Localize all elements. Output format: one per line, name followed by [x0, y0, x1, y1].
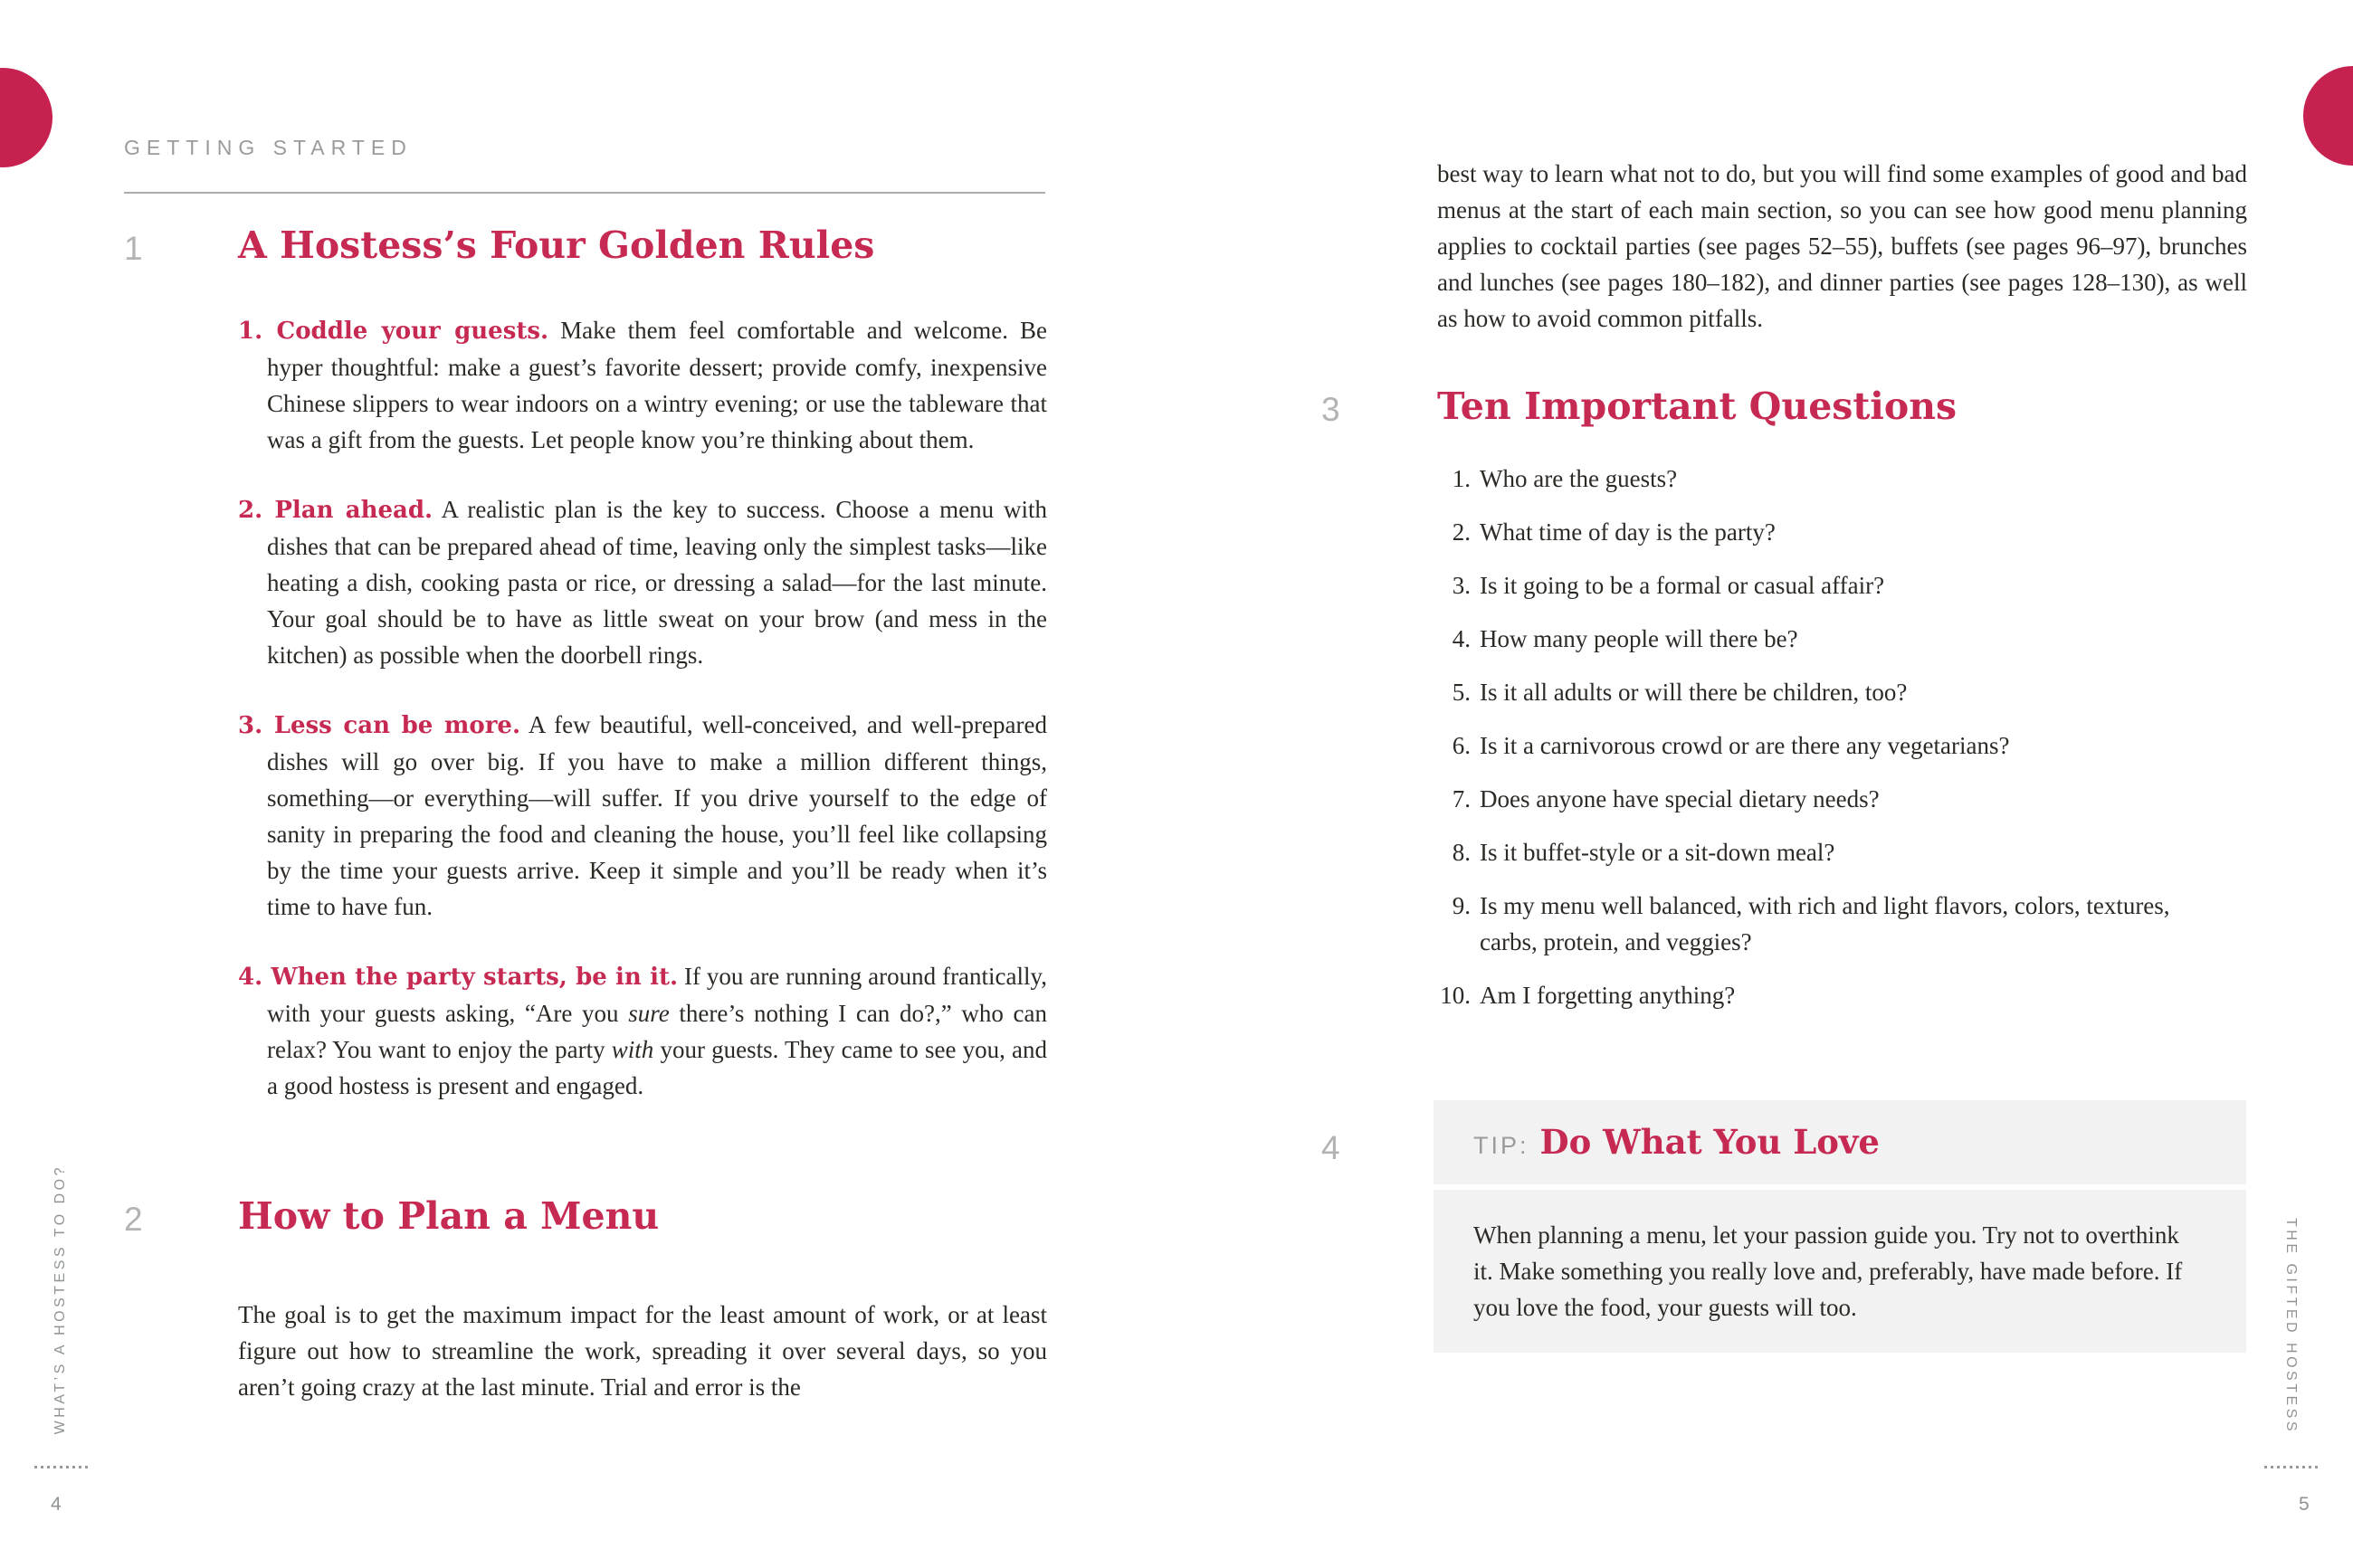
spine-label-left: WHAT’S A HOSTESS TO DO?: [52, 1164, 68, 1434]
section-number-4: 4: [1321, 1129, 1340, 1166]
question-number: 6.: [1452, 732, 1471, 759]
rule-lead: 2. Plan ahead.: [238, 497, 433, 524]
spine-label-right: THE GIFTED HOSTESS: [2283, 1217, 2299, 1434]
question-item-1: [1427, 461, 2224, 497]
corner-circle-ornament-right: [2303, 66, 2353, 166]
continuation-paragraph: best way to learn what not to do, but you will find some examples of good and bad menus at the start of each main section, so you can see how good menu planning applies to cocktail parties (see pages 52–55), buffets (see pages 96–97), brunches and lunches (see pages 180–182), and dinner parties (see pages 128–130), as well as how to avoid common pitfalls.: [1437, 160, 2247, 332]
question-item-10: [1427, 977, 2224, 1013]
question-text: Who are the guests?: [1480, 465, 1678, 492]
question-text: Is it all adults or will there be children, too?: [1480, 679, 1908, 706]
question-item-6: [1427, 727, 2224, 764]
page-number-right: 5: [2299, 1494, 2310, 1515]
question-number: 2.: [1452, 518, 1471, 546]
tip-label: TIP:: [1473, 1132, 1529, 1159]
dotted-separator-right: [2264, 1466, 2320, 1468]
question-number: 10.: [1440, 982, 1471, 1009]
ten-questions-list: [1427, 461, 2224, 1031]
section-title-ten-questions: Ten Important Questions: [1437, 385, 1958, 428]
question-number: 3.: [1452, 572, 1471, 599]
section-title-golden-rules: A Hostess’s Four Golden Rules: [238, 223, 875, 267]
question-item-9: [1427, 888, 2224, 960]
question-item-7: [1427, 781, 2224, 817]
section-number-2: 2: [124, 1201, 143, 1238]
rule-lead: 4. When the party starts, be in it.: [238, 964, 679, 991]
question-number: 5.: [1452, 679, 1471, 706]
golden-rule-item-1: [238, 312, 1047, 458]
golden-rules-list: [238, 312, 1047, 1137]
kicker-divider-line: [124, 192, 1045, 194]
chapter-kicker: GETTING STARTED: [124, 136, 413, 159]
question-text: Is it going to be a formal or casual affair?: [1480, 572, 1885, 599]
golden-rule-item-2: [238, 491, 1047, 673]
question-text: What time of day is the party?: [1480, 518, 1776, 546]
golden-rule-item-4: [238, 958, 1047, 1104]
tip-body-text: When planning a menu, let your passion guide you. Try not to overthink it. Make something you really love and, preferably, have made before. If you love the food, your guests will too.: [1473, 1221, 2183, 1321]
question-text: Am I forgetting anything?: [1480, 982, 1736, 1009]
rule-body: A few beautiful, well-conceived, and well-prepared dishes will go over big. If you have to make a million different things, something—or everything—will suffer. If you drive yourself to the edge of sanity in preparing the food and cleaning the house, you’ll feel like collapsing by the time your guests arrive. Keep it simple and you’ll be ready when it’s time to have fun.: [267, 711, 1047, 920]
plan-menu-paragraph: The goal is to get the maximum impact for the least amount of work, or at least figure out how to streamline the work, spreading it over several days, so you aren’t going crazy at the last minute. Trial and error is the: [238, 1301, 1047, 1401]
rule-body: Make them feel comfortable and welcome. Be hyper thoughtful: make a guest’s favorite dessert; provide comfy, inexpensive Chinese slippers to wear indoors on a wintry evening; or use the tableware that was a gift from the guests. Let people know you’re thinking about them.: [267, 317, 1048, 453]
section-title-plan-menu: How to Plan a Menu: [238, 1194, 660, 1238]
question-text: Is it a carnivorous crowd or are there any vegetarians?: [1480, 732, 2010, 759]
question-item-5: [1427, 674, 2224, 710]
corner-circle-ornament-left: [0, 68, 52, 167]
question-number: 7.: [1452, 785, 1471, 813]
rule-lead: 3. Less can be more.: [238, 712, 521, 739]
section-number-1: 1: [124, 230, 143, 267]
rule-body: there’s nothing I can do?,” who can relax? You want to enjoy the party: [267, 1000, 1047, 1063]
dotted-separator-left: [34, 1466, 90, 1468]
rule-body: If you are running around frantically, with your guests asking, “Are you: [267, 963, 1048, 1027]
question-item-4: [1427, 621, 2224, 657]
rule-body-italic: sure: [628, 1000, 670, 1027]
question-text: How many people will there be?: [1480, 625, 1798, 652]
section-number-3: 3: [1321, 391, 1340, 428]
question-number: 9.: [1452, 892, 1471, 919]
question-item-2: [1427, 514, 2224, 550]
question-item-3: [1427, 567, 2224, 603]
question-text: Does anyone have special dietary needs?: [1480, 785, 1880, 813]
question-number: 8.: [1452, 839, 1471, 866]
tip-box-body: [1434, 1190, 2246, 1353]
golden-rule-item-3: [238, 707, 1047, 925]
question-number: 4.: [1452, 625, 1471, 652]
tip-title: Do What You Love: [1539, 1122, 1880, 1162]
rule-body: your guests. They came to see you, and a good hostess is present and engaged.: [267, 1036, 1047, 1099]
tip-box-header: [1434, 1100, 2246, 1184]
rule-body-italic: with: [611, 1036, 654, 1063]
rule-body: A realistic plan is the key to success. Choose a menu with dishes that can be prepared ahead of time, leaving only the simplest tasks—like heating a dish, cooking pasta or rice, or dressing a salad—for the last minute. Your goal should be to have as little sweat on your brow (and mess in the kitchen) as possible when the doorbell rings.: [267, 496, 1048, 669]
question-text: Is my menu well balanced, with rich and light flavors, colors, textures, carbs, protein, and veggies?: [1480, 892, 2170, 955]
question-number: 1.: [1452, 465, 1471, 492]
question-text: Is it buffet-style or a sit-down meal?: [1480, 839, 1835, 866]
rule-lead: 1. Coddle your guests.: [238, 318, 549, 345]
page-number-left: 4: [51, 1494, 62, 1515]
question-item-8: [1427, 834, 2224, 870]
